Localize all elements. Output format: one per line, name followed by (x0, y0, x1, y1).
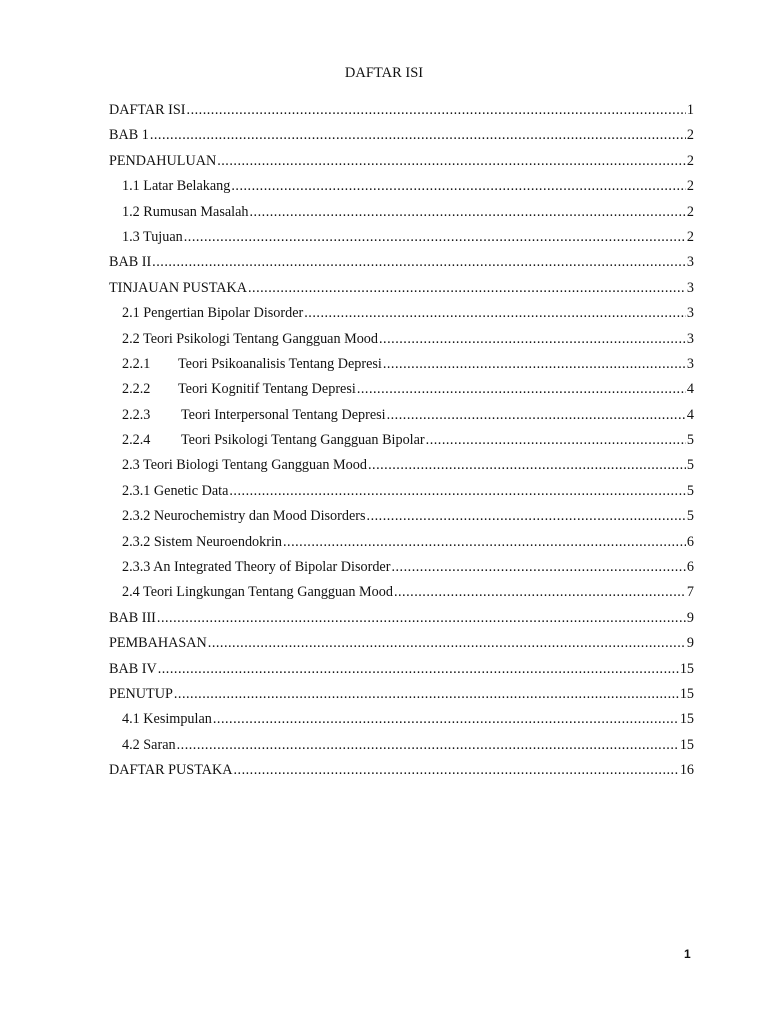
toc-entry-page: 15 (679, 711, 694, 728)
toc-entry-label: 2.3.2 Neurochemistry dan Mood Disorders (122, 508, 366, 525)
dot-leader (394, 584, 686, 601)
toc-entry-label: Teori Kognitif Tentang Depresi (178, 381, 356, 398)
table-of-contents (109, 102, 694, 788)
page-number: 1 (684, 947, 691, 961)
toc-entry[interactable] (109, 407, 694, 432)
dot-leader (387, 407, 686, 424)
toc-entry-page: 15 (679, 736, 694, 753)
toc-entry-page: 15 (679, 660, 694, 677)
toc-entry[interactable] (109, 127, 694, 152)
toc-entry[interactable] (109, 305, 694, 330)
toc-entry-page: 1 (686, 102, 694, 118)
toc-entry-number: 2.2.1 (122, 355, 151, 372)
toc-entry-label: 1.3 Tujuan (122, 228, 183, 245)
dot-leader (248, 280, 686, 297)
toc-entry[interactable] (109, 635, 694, 660)
toc-entry[interactable] (109, 686, 694, 711)
toc-entry-page: 2 (686, 127, 694, 144)
toc-entry-page: 5 (686, 508, 694, 525)
toc-entry[interactable] (109, 102, 694, 127)
document-title: DAFTAR ISI (344, 65, 424, 81)
dot-leader (304, 305, 686, 322)
toc-entry-label: 2.3.2 Sistem Neuroendokrin (122, 533, 282, 550)
dot-leader (368, 457, 686, 474)
dot-leader (213, 711, 679, 728)
toc-entry[interactable] (109, 356, 694, 381)
toc-entry-label: Teori Psikologi Tentang Gangguan Bipolar (181, 432, 425, 449)
toc-entry[interactable] (109, 711, 694, 736)
toc-entry-label: 1.1 Latar Belakang (122, 178, 231, 195)
toc-entry-page: 16 (679, 762, 694, 779)
toc-entry-label: 4.2 Saran (122, 736, 176, 753)
toc-entry-page: 5 (686, 482, 694, 499)
toc-entry-page: 6 (686, 533, 694, 550)
toc-entry-label: 2.1 Pengertian Bipolar Disorder (122, 305, 304, 322)
toc-entry-label: BAB III (109, 609, 156, 626)
dot-leader (233, 762, 678, 779)
toc-entry[interactable] (109, 483, 694, 508)
toc-entry[interactable] (109, 610, 694, 635)
dot-leader (379, 331, 686, 348)
toc-entry[interactable] (109, 559, 694, 584)
dot-leader (383, 356, 686, 373)
toc-entry-page: 5 (686, 457, 694, 474)
toc-entry[interactable] (109, 229, 694, 254)
toc-entry-page: 7 (686, 584, 694, 601)
toc-entry-page: 3 (686, 305, 694, 322)
toc-entry-label: PENUTUP (109, 685, 173, 702)
toc-entry-label: Teori Interpersonal Tentang Depresi (181, 406, 386, 423)
dot-leader (152, 254, 686, 271)
toc-entry-page: 3 (686, 355, 694, 372)
dot-leader (391, 559, 685, 576)
toc-entry-page: 3 (686, 254, 694, 271)
toc-entry-number: 2.2.4 (122, 432, 151, 449)
toc-entry[interactable] (109, 178, 694, 203)
toc-entry-page: 2 (686, 152, 694, 169)
toc-entry-label: BAB 1 (109, 127, 149, 144)
toc-entry-label: 2.3.3 An Integrated Theory of Bipolar Disorder (122, 559, 391, 576)
toc-entry-number: 2.2.2 (122, 381, 151, 398)
toc-entry[interactable] (109, 280, 694, 305)
toc-entry-page: 6 (686, 559, 694, 576)
toc-entry-label: 4.1 Kesimpulan (122, 711, 212, 728)
dot-leader (158, 661, 679, 678)
dot-leader (217, 153, 686, 170)
dot-leader (208, 635, 686, 652)
dot-leader (177, 737, 679, 754)
toc-entry-label: 2.4 Teori Lingkungan Tentang Gangguan Mood (122, 584, 393, 601)
dot-leader (357, 381, 686, 398)
toc-entry[interactable] (109, 331, 694, 356)
toc-entry-page: 15 (679, 685, 694, 702)
toc-entry-page: 3 (686, 279, 694, 296)
toc-entry-page: 5 (686, 432, 694, 449)
toc-entry-page: 2 (686, 178, 694, 195)
toc-entry-page: 4 (686, 381, 694, 398)
toc-entry-page: 2 (686, 228, 694, 245)
toc-entry-label: TINJAUAN PUSTAKA (109, 279, 247, 296)
toc-entry-label: BAB II (109, 254, 152, 271)
dot-leader (250, 204, 686, 221)
toc-entry[interactable] (109, 661, 694, 686)
dot-leader (184, 229, 686, 246)
toc-entry[interactable] (109, 762, 694, 787)
toc-entry-page: 3 (686, 330, 694, 347)
dot-leader (367, 508, 686, 525)
dot-leader (150, 127, 686, 144)
toc-entry-label: 2.3 Teori Biologi Tentang Gangguan Mood (122, 457, 367, 474)
toc-entry-label: DAFTAR ISI (109, 102, 186, 118)
dot-leader (157, 610, 686, 627)
toc-entry[interactable] (109, 204, 694, 229)
toc-entry-label: 1.2 Rumusan Masalah (122, 203, 249, 220)
toc-entry[interactable] (109, 508, 694, 533)
toc-entry-label: 2.3.1 Genetic Data (122, 482, 229, 499)
toc-entry[interactable] (109, 153, 694, 178)
dot-leader (187, 102, 686, 119)
toc-entry-label: PEMBAHASAN (109, 635, 207, 652)
toc-entry[interactable] (109, 432, 694, 457)
toc-entry[interactable] (109, 254, 694, 279)
toc-entry-label: Teori Psikoanalisis Tentang Depresi (178, 355, 382, 372)
toc-entry-label: PENDAHULUAN (109, 152, 217, 169)
toc-entry-label: DAFTAR PUSTAKA (109, 762, 233, 779)
toc-entry-label: 2.2 Teori Psikologi Tentang Gangguan Mood (122, 330, 378, 347)
toc-entry-page: 9 (686, 609, 694, 626)
toc-entry-page: 9 (686, 635, 694, 652)
toc-entry[interactable] (109, 534, 694, 559)
toc-entry[interactable] (109, 381, 694, 406)
toc-entry-number: 2.2.3 (122, 406, 151, 423)
toc-entry[interactable] (109, 457, 694, 482)
toc-entry[interactable] (109, 737, 694, 762)
dot-leader (174, 686, 679, 703)
dot-leader (426, 432, 686, 449)
toc-entry-label: BAB IV (109, 660, 157, 677)
toc-entry-page: 4 (686, 406, 694, 423)
dot-leader (229, 483, 686, 500)
dot-leader (231, 178, 686, 195)
toc-entry[interactable] (109, 584, 694, 609)
toc-entry-page: 2 (686, 203, 694, 220)
dot-leader (283, 534, 686, 551)
